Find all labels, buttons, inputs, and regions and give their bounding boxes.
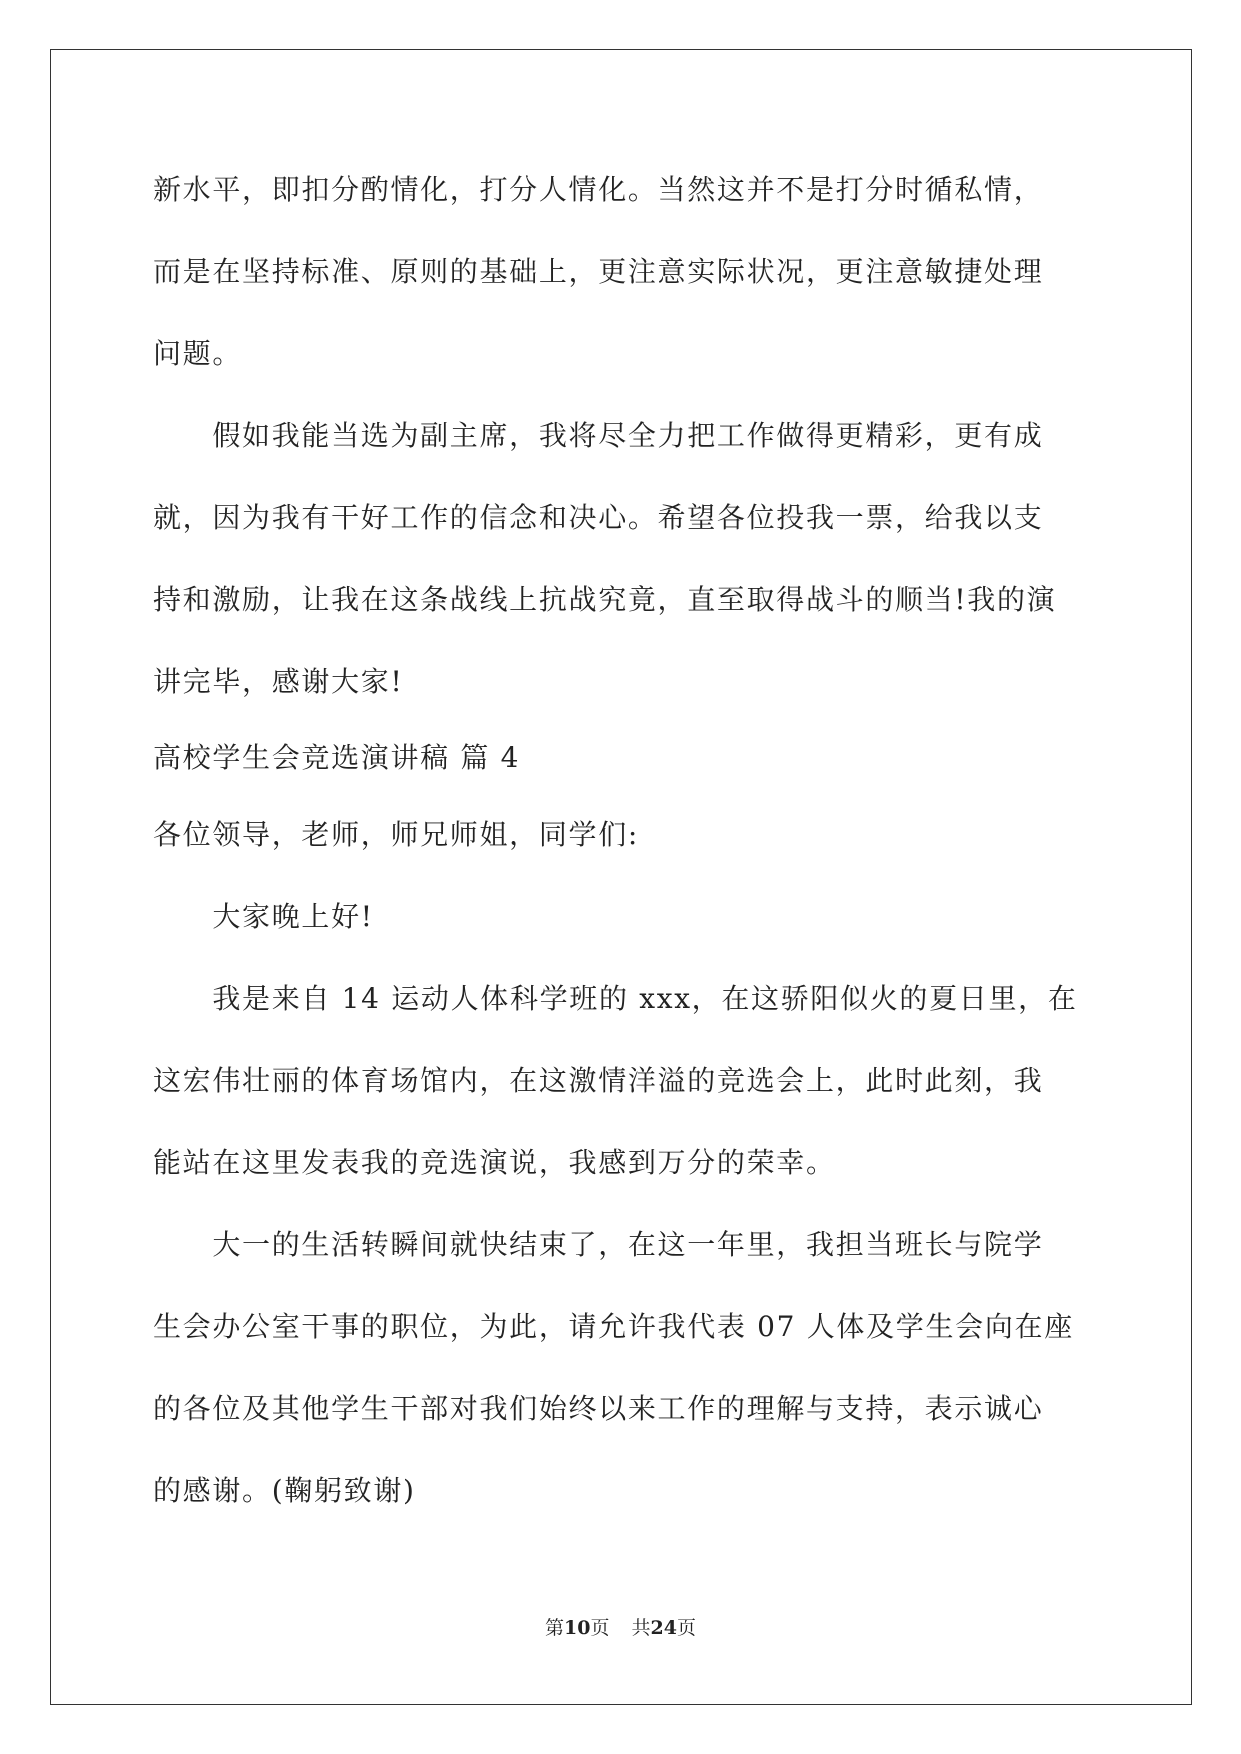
page-border (50, 49, 1192, 1705)
text-line: 就，因为我有干好工作的信念和决心。希望各位投我一票，给我以支 (153, 501, 1044, 534)
page-footer (0, 1616, 1241, 1640)
footer-prefix: 第 (545, 1617, 565, 1639)
text-line: 而是在坚持标准、原则的基础上，更注意实际状况，更注意敏捷处理 (153, 255, 1044, 288)
salutation: 各位领导，老师，师兄师姐，同学们: (153, 818, 639, 851)
section-title: 高校学生会竞选演讲稿 篇 4 (153, 741, 521, 774)
paragraph-start: 我是来自 14 运动人体科学班的 xxx，在这骄阳似火的夏日里，在 (153, 982, 1078, 1015)
total-page-count: 24 (650, 1617, 677, 1639)
text-line: 这宏伟壮丽的体育场馆内，在这激情洋溢的竞选会上，此时此刻，我 (153, 1064, 1044, 1097)
text-line: 新水平，即扣分酌情化，打分人情化。当然这并不是打分时循私情， (153, 173, 1044, 206)
text-line: 的各位及其他学生干部对我们始终以来工作的理解与支持，表示诚心 (153, 1392, 1044, 1425)
text-line: 讲完毕，感谢大家! (153, 665, 404, 698)
text-line: 生会办公室干事的职位，为此，请允许我代表 07 人体及学生会向在座 (153, 1310, 1074, 1343)
paragraph-start: 假如我能当选为副主席，我将尽全力把工作做得更精彩，更有成 (153, 419, 1044, 452)
paragraph-start: 大一的生活转瞬间就快结束了，在这一年里，我担当班长与院学 (153, 1228, 1044, 1261)
footer-total-suffix: 页 (676, 1617, 696, 1639)
text-line: 持和激励，让我在这条战线上抗战究竟，直至取得战斗的顺当!我的演 (153, 583, 1057, 616)
footer-total-prefix: 共 (631, 1617, 651, 1639)
current-page-number: 10 (564, 1617, 591, 1639)
footer-page-suffix: 页 (590, 1617, 610, 1639)
text-line: 能站在这里发表我的竞选演说，我感到万分的荣幸。 (153, 1146, 836, 1179)
text-line: 问题。 (153, 337, 243, 370)
greeting: 大家晚上好! (153, 900, 374, 933)
text-line: 的感谢。(鞠躬致谢) (153, 1474, 416, 1507)
